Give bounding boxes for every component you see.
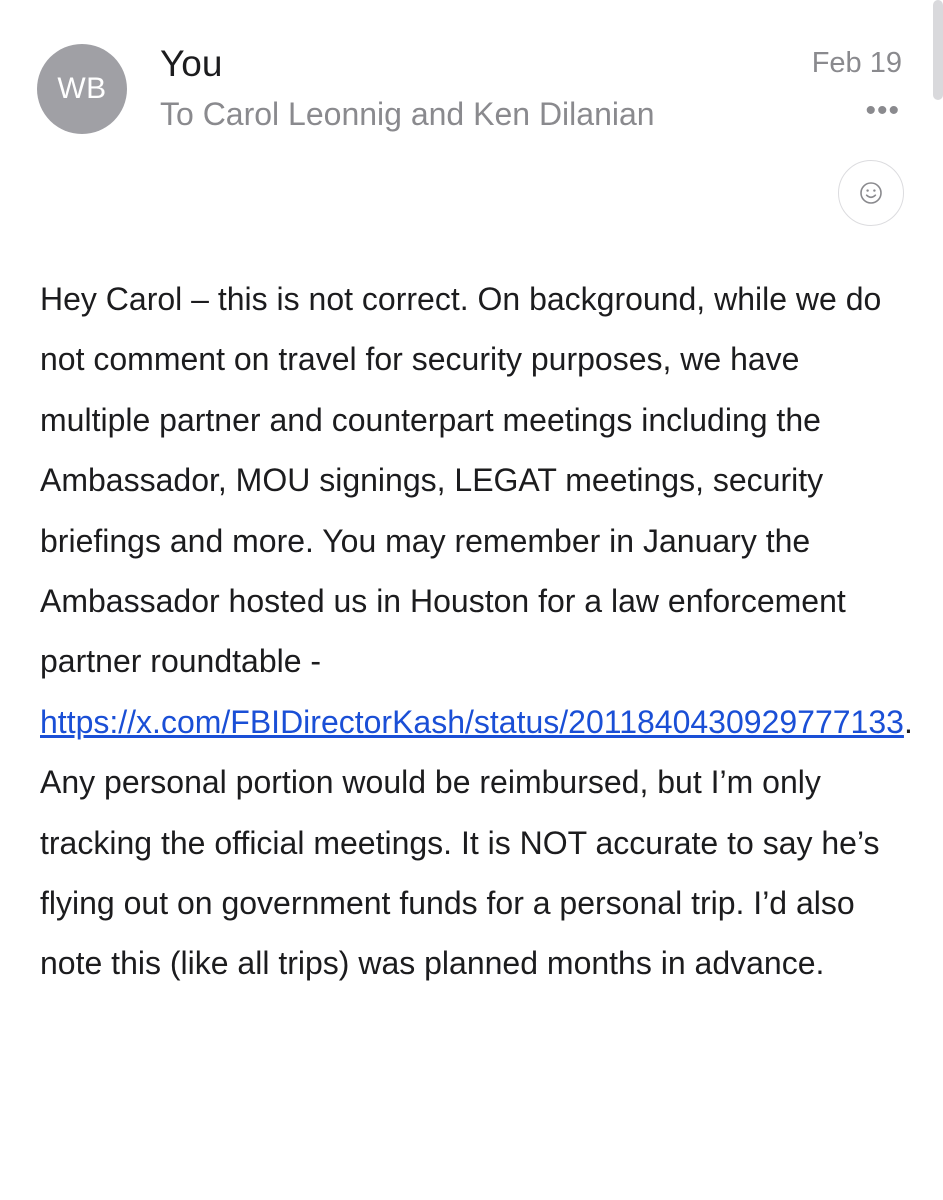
message-text-before-link: Hey Carol – this is not correct. On background, while we do not comment on travel for security purposes, we have multiple partner and counterpart meetings including the Ambassador, MOU signings, LEGAT meetings, security briefings and more. You may remember in January the Ambassador hosted us in Houston for a law enforcement partner roundtable - bbox=[40, 281, 882, 680]
sender-name[interactable]: You bbox=[160, 43, 223, 84]
scrollbar[interactable] bbox=[933, 0, 943, 100]
avatar bbox=[37, 44, 127, 134]
smiley-face-icon bbox=[859, 181, 883, 205]
avatar-initials: WB bbox=[57, 72, 107, 105]
reaction-button[interactable] bbox=[838, 160, 904, 226]
more-options-icon[interactable]: ••• bbox=[865, 94, 900, 127]
message-body bbox=[40, 269, 913, 994]
status-link[interactable]: https://x.com/FBIDirectorKash/status/2011840430929777133 bbox=[40, 703, 904, 740]
message-date: Feb 19 bbox=[811, 47, 902, 79]
message-text-after-link: . Any personal portion would be reimbursed, but I’m only tracking the official meetings. It is NOT accurate to say he’s flying out on government funds for a personal trip. I’d also note this (like all trips) was planned months in advance. bbox=[40, 703, 913, 982]
recipients-line[interactable]: To Carol Leonnig and Ken Dilanian bbox=[160, 96, 655, 132]
